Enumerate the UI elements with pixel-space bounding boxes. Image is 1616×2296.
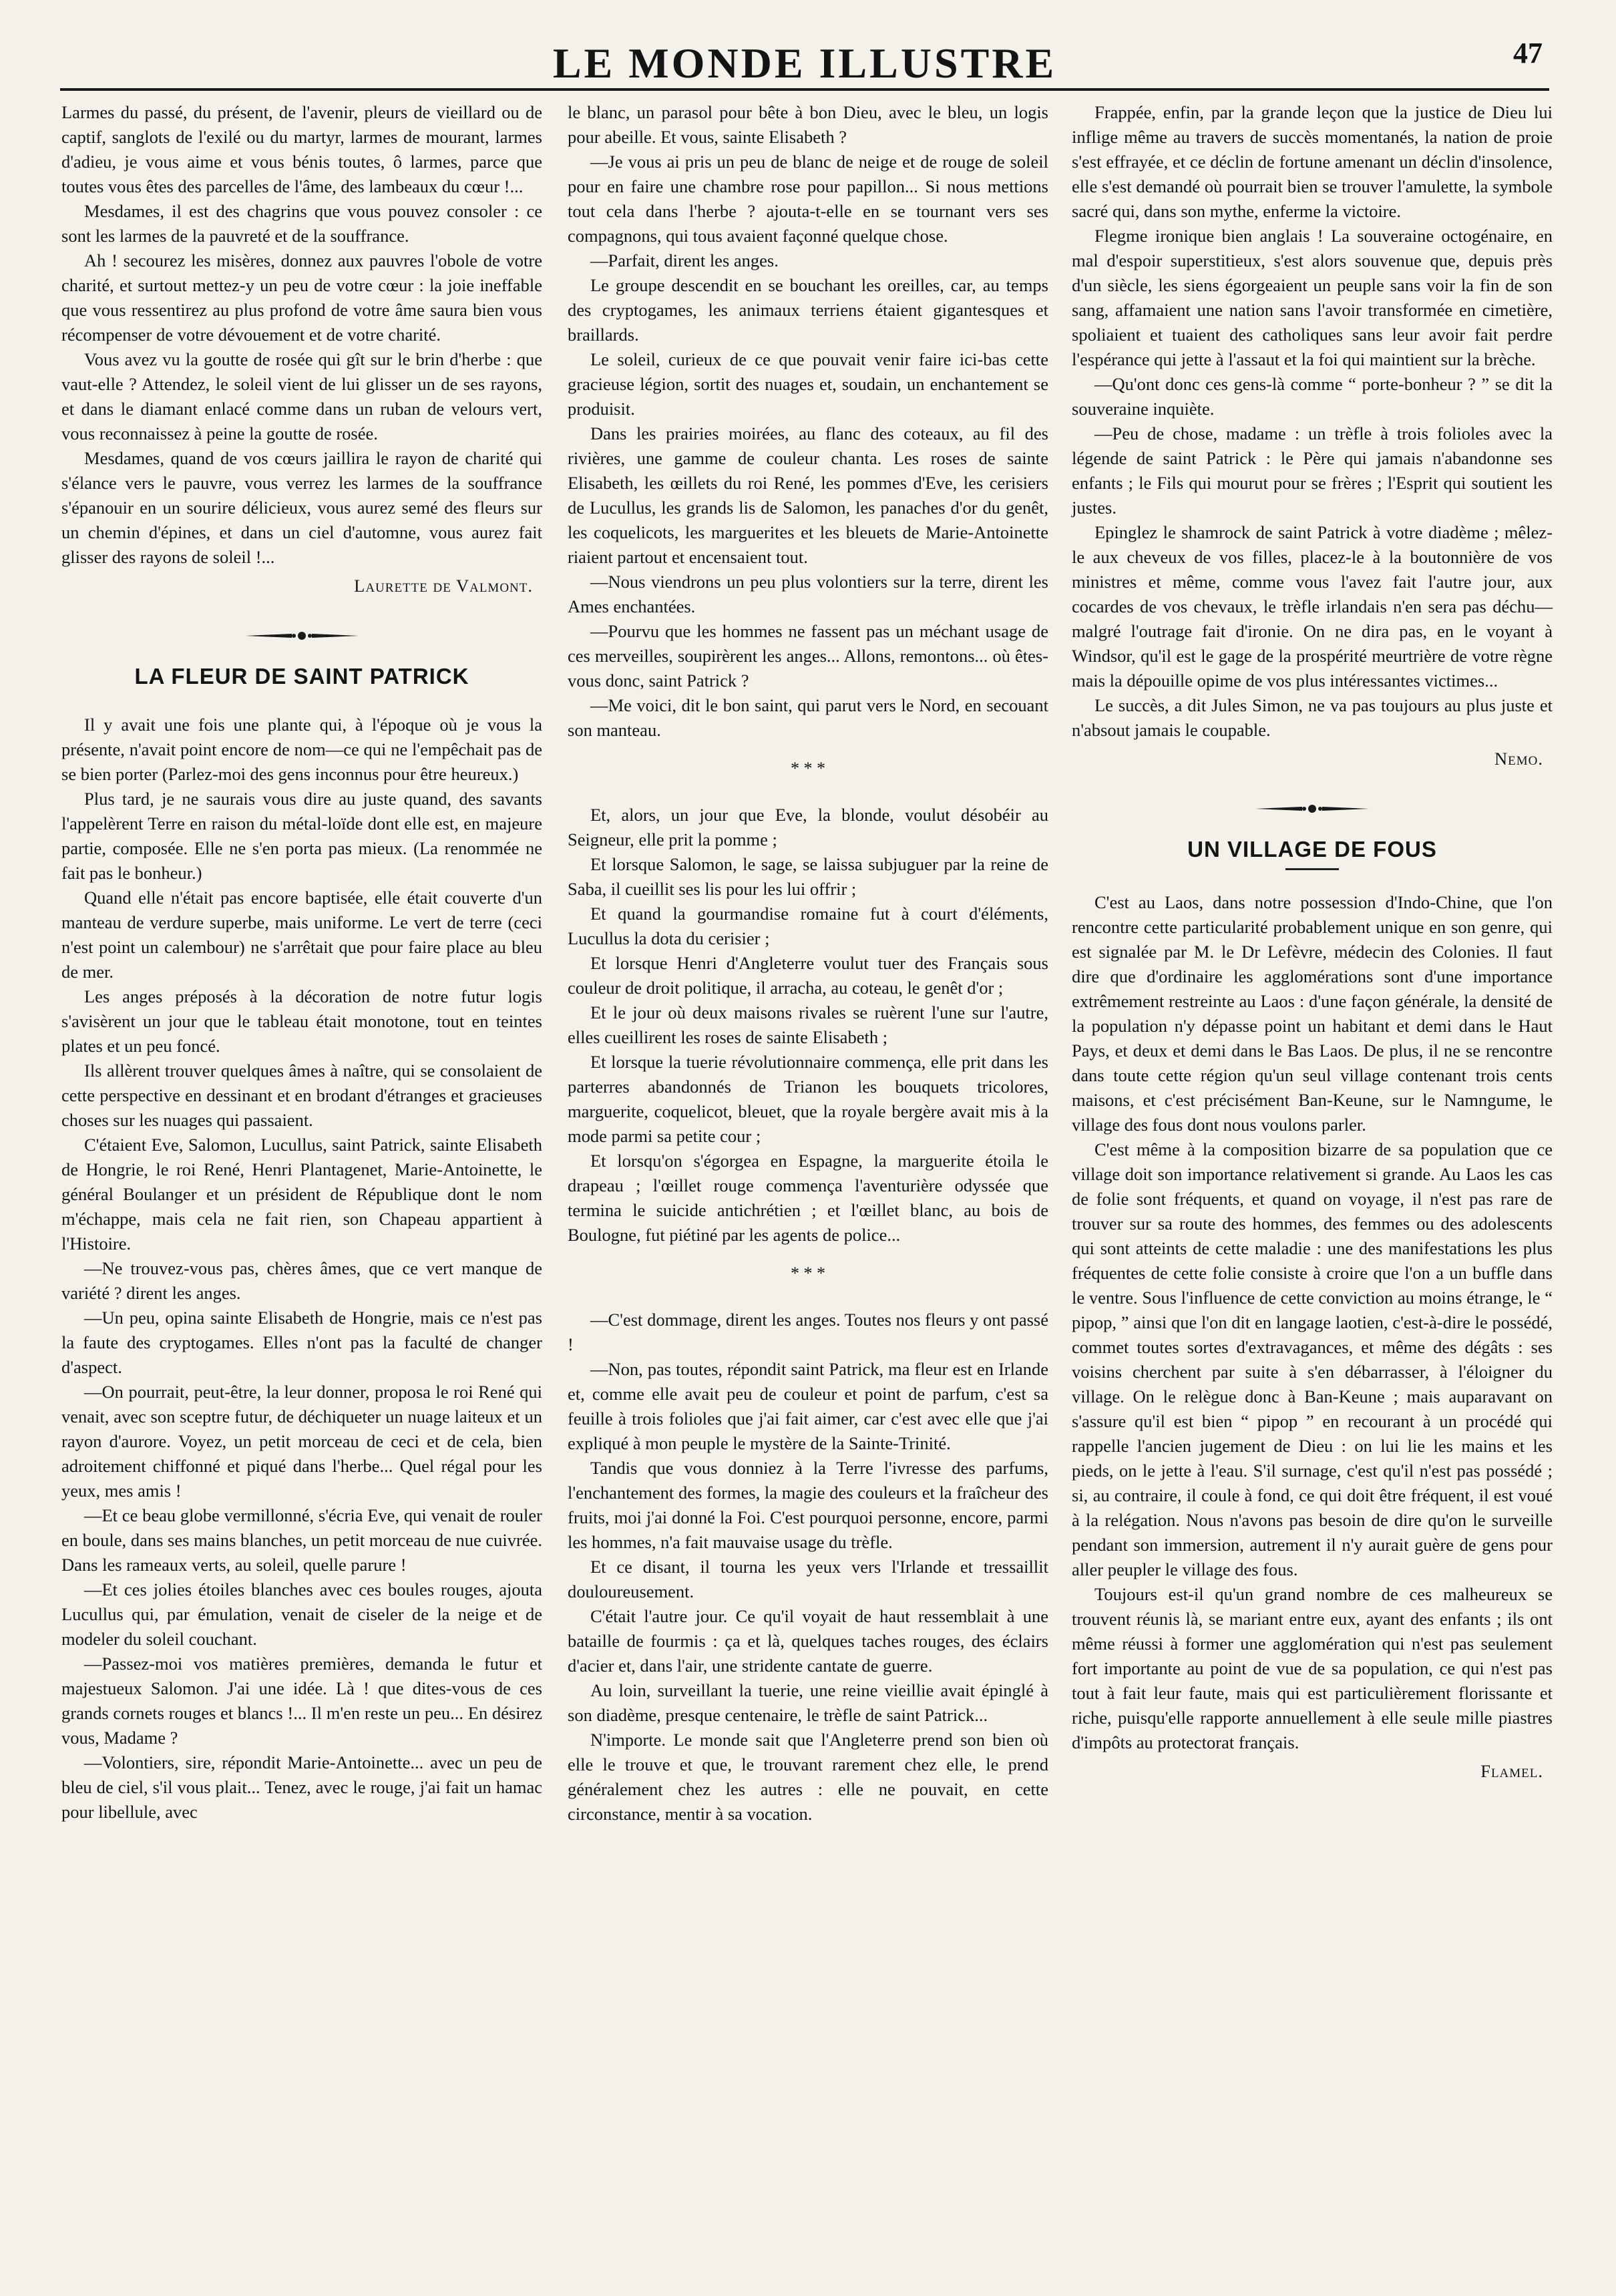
article-paragraph: —Peu de chose, madame : un trèfle à trois folioles avec la légende de saint Patrick : le Père qui jamais n'abandonne ses enfants ; le Fils qui mourut pour se frères ; l'Esprit qui soutient les justes. [1072,423,1553,518]
article-paragraph: —On pourrait, peut-être, la leur donner, proposa le roi René qui venait, avec son sceptre futur, de déchiqueter un nuage laiteux et un rayon d'aurore. Voyez, un petit morceau de ceci et de cela, bien adroitement chiffonné et piqué dans l'herbe... Quel régal pour les yeux, mes amis ! [61,1382,542,1501]
article-paragraph: —Et ces jolies étoiles blanches avec ces boules rouges, ajouta Lucullus qui, par émulation, venait de ciseler de la neige et de modeler du soleil couchant. [61,1579,542,1649]
article-paragraph: Quand elle n'était pas encore baptisée, elle était couverte d'un manteau de verdure superbe, mais uniforme. Le vert de terre (ceci n'est point un calembour) ne s'arrêtait que pour faire place au bleu de mer. [61,888,542,982]
article-paragraph: Dans les prairies moirées, au flanc des coteaux, au fil des rivières, une gamme de couleur chanta. Les roses de sainte Elisabeth, les œillets du roi René, les pommes d'Eve, les cerisiers de Lucullus, les grands lis de Salomon, les panaches d'or du genêt, les coquelicots, les marguerites et les bleuets de Marie-Antoinette riaient partout et encensaient tout. [568,423,1048,567]
article-paragraph: —Ne trouvez-vous pas, chères âmes, que ce vert manque de variété ? dirent les anges. [61,1258,542,1303]
article-paragraph: Mesdames, quand de vos cœurs jaillira le rayon de charité qui s'élance vers le pauvre, vous verrez les larmes de la souffrance s'épanouir en un sourire délicieux, vous aurez semé des fleurs sur un chemin d'épines, et dans un ciel d'automne, vous aurez fait glisser des rayons de soleil !... [61,448,542,567]
article-paragraph: Ils allèrent trouver quelques âmes à naître, qui se consolaient de cette perspective en dessinant et en brodant d'étranges et gracieuses choses sur les nuages qui passaient. [61,1061,542,1130]
article-paragraph: Epinglez le shamrock de saint Patrick à votre diadème ; mêlez-le aux cheveux de vos filles, placez-le à la boutonnière de vos ministres et même, comme vous l'avez fait l'autre jour, aux cocardes de vos chevaux, le trèfle irlandais n'en sera pas déchu—malgré l'outrage fait d'ironie. On ne dira pas, en le voyant à Windsor, qu'il est le gage de la prospérité meurtrière de votre règne mais la dépouille opime de vos plus intéressantes victimes... [1072,522,1553,691]
heading-rule [1285,868,1339,870]
article-paragraph: Il y avait une fois une plante qui, à l'époque où je vous la présente, n'avait point encore de nom—ce qui ne l'empêchait pas de se bien porter (Parlez-moi des gens inconnus pour être heureux.) [61,715,542,784]
article-paragraph: Frappée, enfin, par la grande leçon que la justice de Dieu lui inflige même au travers de succès momentanés, la nation de proie s'est effrayée, et ce déclin de fortune amenant un déclin d'insolence, elle s'est demandé où pourrait bien se trouver l'amulette, la symbole sacré qui, dans son mythe, enferme la victoire. [1072,102,1553,221]
author-signature: Nemo. [1494,749,1543,769]
article-paragraph: —Et ce beau globe vermillonné, s'écria Eve, qui venait de rouler en boule, dans ses mains blanches, un petit morceau de nue cuivrée. Dans les rameaux verts, au soleil, quelle parure ! [61,1505,542,1575]
newspaper-title: LE MONDE ILLUSTRE [552,39,1057,87]
column-2 [568,100,1048,1827]
article-paragraph: Toujours est-il qu'un grand nombre de ces malheureux se trouvent réunis là, se mariant entre eux, ayant des enfants ; ils ont même réussi à former une agglomération qui n'est pas seulement fort importante au point de vue de sa population, ce qui n'est pas tout à fait leur faute, mais qui est particulièrement florissante et riche, puisqu'elle rapporte annuellement à elle seule mille piastres d'impôts au protectorat français. [1072,1584,1553,1752]
article-paragraph: Et lorsque Salomon, le sage, se laissa subjuguer par la reine de Saba, il cueillit ses lis pour les lui offrir ; [568,854,1048,899]
article-paragraph: le blanc, un parasol pour bête à bon Dieu, avec le bleu, un logis pour abeille. Et vous, sainte Elisabeth ? [568,102,1048,147]
article-paragraph: —Volontiers, sire, répondit Marie-Antoinette... avec un peu de bleu de ciel, s'il vous plait... Tenez, avec le rouge, j'ai fait un hamac pour libellule, avec [61,1752,542,1822]
article-paragraph: Et lorsque la tuerie révolutionnaire commença, elle prit dans les parterres abandonnés de Trianon les bouquets tricolores, marguerite, coquelicot, bleuet, que la royale bergère avait mis à la mode parmi sa petite cour ; [568,1052,1048,1146]
article-paragraph: —Un peu, opina sainte Elisabeth de Hongrie, mais ce n'est pas la faute des cryptogames. Elles n'ont pas la faculté de changer d'aspect. [61,1308,542,1377]
article-paragraph: Et quand la gourmandise romaine fut à court d'éléments, Lucullus la dota du cerisier ; [568,904,1048,948]
ornamental-separator [1072,803,1553,814]
masthead [60,32,1549,91]
article-paragraph: Flegme ironique bien anglais ! La souveraine octogénaire, en mal d'espoir superstitieux, s'est alors souvenue que, depuis près d'un siècle, les siens égorgeaient un peuple sans voir la fin de son sang, affamaient une nation sans l'avoir transformée en cimetière, spoliaient et tuaient des catholiques sans leur avoir fait perdre l'espérance qui jette à l'assaut et la foi qui maintient sur la brèche. [1072,226,1553,369]
article-paragraph: —Je vous ai pris un peu de blanc de neige et de rouge de soleil pour en faire une chambre rose pour papillon... Si nous mettions tout cela dans l'herbe ? ajouta-t-elle en se tournant vers ses compagnons, qui tous avaient façonné quelque chose. [568,152,1048,246]
article-heading: LA FLEUR DE SAINT PATRICK [134,664,469,689]
article-paragraph: Larmes du passé, du présent, de l'avenir, pleurs de vieillard ou de captif, sanglots de l'exilé ou du martyr, larmes de mourant, larmes d'adieu, je vous aime et vous bénis toutes, ô larmes, parce que toutes vous êtes des parcelles de l'âme, des lambeaux du cœur !... [61,102,542,196]
article-paragraph: Et ce disant, il tourna les yeux vers l'Irlande et tressaillit douloureusement. [568,1557,1048,1601]
article-paragraph: —Pourvu que les hommes ne fassent pas un méchant usage de ces merveilles, soupirèrent les anges... Allons, remontons... où êtes-vous donc, saint Patrick ? [568,621,1048,691]
article-paragraph: Et lorsque Henri d'Angleterre voulut tuer des Français sous couleur de droit politique, il arracha, au coteau, le genêt d'or ; [568,953,1048,998]
article-paragraph: —Nous viendrons un peu plus volontiers sur la terre, dirent les Ames enchantées. [568,572,1048,616]
column-3 [1072,100,1553,1784]
article-paragraph: —Passez-moi vos matières premières, demanda le futur et majestueux Salomon. J'ai une idée. Là ! que dites-vous de ces grands cornets rouges et blancs !... Il m'en reste un peu... En désirez vous, Madame ? [61,1654,542,1748]
article-paragraph: Plus tard, je ne saurais vous dire au juste quand, des savants l'appelèrent Terre en raison du métal-loïde dont elle est, en majeure partie, composée. Elle ne s'en porta pas mieux. (La renommée ne fait pas le bonheur.) [61,789,542,883]
author-signature: Flamel. [1480,1761,1543,1781]
page-number: 47 [1513,37,1543,69]
article-paragraph: C'étaient Eve, Salomon, Lucullus, saint Patrick, sainte Elisabeth de Hongrie, le roi René, Henri Plantagenet, Marie-Antoinette, le général Boulanger et un président de République dont le nom m'échappe, mais cela ne fait rien, son Chapeau appartient à l'Histoire. [61,1135,542,1254]
column-1 [61,100,542,1825]
article-paragraph: Et le jour où deux maisons rivales se ruèrent l'une sur l'autre, elles cueillirent les roses de sainte Elisabeth ; [568,1002,1048,1047]
article-paragraph: Le succès, a dit Jules Simon, ne va pas toujours au plus juste et n'absout jamais le coupable. [1072,695,1553,740]
article-paragraph: Vous avez vu la goutte de rosée qui gît sur le brin d'herbe : que vaut-elle ? Attendez, le soleil vient de lui glisser un de ses rayons, et dans le diamant enlacé comme dans un ruban de velours vert, vous reconnaissez à peine la goutte de rosée. [61,349,542,443]
article-paragraph: —Parfait, dirent les anges. [590,250,779,270]
article-paragraph: —Non, pas toutes, répondit saint Patrick, ma fleur est en Irlande et, comme elle avait peu de couleur et point de parfum, c'est sa feuille à trois folioles que j'ai fait aimer, car c'est avec elle que j'ai expliqué à mon peuple le mystère de la Sainte-Trinité. [568,1359,1048,1453]
article-paragraph: Au loin, surveillant la tuerie, une reine vieillie avait épinglé à son diadème, presque centenaire, le trèfle de saint Patrick... [568,1680,1048,1725]
article-paragraph: —C'est dommage, dirent les anges. Toutes nos fleurs y ont passé ! [568,1310,1048,1354]
article-paragraph: C'est même à la composition bizarre de sa population que ce village doit son importance relativement si grande. Au Laos les cas de folie sont fréquents, et quand on voyage, il n'est pas rare de trouver sur sa route des hommes, des femmes ou des adolescents qui sont atteints de cette maladie : une des manifestations les plus fréquentes de cette folie consiste à croire que l'on a un buffle dans le ventre. Sous l'influence de cette conviction au moins étrange, le “ pipop, ” ainsi que l'on dit en langage laotien, c'est-à-dire le possédé, commet toutes sortes d'extravagances, et même des dégâts : ses voisins cherchent par suite à s'en débarrasser, à l'éloigner du village. On le relègue donc à Ban-Keune ; mais auparavant on s'assure qu'il est bien “ pipop ” en recourant à un procédé qui rappelle l'ancien jugement de Dieu : on lui lie les mains et les pieds, on le jette à l'eau. S'il surnage, c'est qu'il n'est pas possédé ; si, au contraire, il coule à fond, ce qui doit être fréquent, il est voué à la relégation. Nous n'avons pas besoin de dire qu'on le surveille pendant son immersion, autrement il n'y aurait guère de gens pour aller peupler le village des fous. [1072,1139,1553,1579]
article-paragraph: C'est au Laos, dans notre possession d'Indo-Chine, que l'on rencontre cette particularité probablement unique en son genre, qui est signalée par M. le Dr Lefèvre, médecin des Colonies. Il faut dire que d'ordinaire les agglomérations sont d'une importance extrêmement restreinte au Laos : d'une façon générale, la densité de la population n'y dépasse point un habitant et demi dans le Haut Pays, et deux et demi dans le Bas Laos. De plus, il ne se rencontre dans toute cette région qu'un seul village contenant trois cents maisons, et c'est précisément Ban-Keune, sur le Namngume, le village des fous dont nous voulons parler. [1072,892,1553,1135]
article-paragraph: Et lorsqu'on s'égorgea en Espagne, la marguerite étoila le drapeau ; l'œillet rouge commença l'aventurière odyssée que termina le suicide antichrétien ; et l'œillet blanc, au bois de Boulogne, fut piétiné par les agents de police... [568,1151,1048,1245]
article-paragraph: Les anges préposés à la décoration de notre futur logis s'avisèrent un jour que le tableau était monotone, tout en teintes plates et un peu foncé. [61,986,542,1056]
article-paragraph: Ah ! secourez les misères, donnez aux pauvres l'obole de votre charité, et surtout mettez-y un peu de votre cœur : la joie ineffable que vous ressentirez au plus profond de votre âme saura bien vous récompenser de votre dévouement et de votre charité. [61,250,542,345]
article-paragraph: —Qu'ont donc ces gens-là comme “ porte-bonheur ? ” se dit la souveraine inquiète. [1072,374,1553,419]
article-paragraph: Tandis que vous donniez à la Terre l'ivresse des parfums, l'enchantement des formes, la magie des couleurs et la fraîcheur des fruits, moi j'ai donné la Foi. C'est pourquoi personne, encore, parmi les hommes, n'a fait mauvaise usage du trèfle. [568,1458,1048,1552]
article-paragraph: C'était l'autre jour. Ce qu'il voyait de haut ressemblait à une bataille de fourmis : ça et là, quelques taches rouges, des éclairs d'acier et, dans l'air, une stridente cantate de guerre. [568,1606,1048,1676]
asterism-separator: * * * [791,759,825,778]
author-signature: Laurette de Valmont. [354,576,533,596]
asterism-separator: * * * [791,1264,825,1283]
article-paragraph: Et, alors, un jour que Eve, la blonde, voulut désobéir au Seigneur, elle prit la pomme ; [568,805,1048,849]
article-paragraph: Le soleil, curieux de ce que pouvait venir faire ici-bas cette gracieuse légion, sortit des nuages et, soudain, un enchantement se produisit. [568,349,1048,419]
article-paragraph: Le groupe descendit en se bouchant les oreilles, car, au temps des cryptogames, les animaux terriens étaient gigantesques et braillards. [568,275,1048,345]
article-paragraph: N'importe. Le monde sait que l'Angleterre prend son bien où elle le trouve et que, le trouvant rarement chez elle, le prend généralement chez les autres : elle ne pouvait, en cette circonstance, mentir à sa vocation. [568,1730,1048,1824]
article-paragraph: —Me voici, dit le bon saint, qui parut vers le Nord, en secouant son manteau. [568,695,1048,740]
ornamental-separator [61,630,542,641]
article-heading: UN VILLAGE DE FOUS [1187,837,1437,862]
article-paragraph: Mesdames, il est des chagrins que vous pouvez consoler : ce sont les larmes de la pauvreté et de la souffrance. [61,201,542,246]
